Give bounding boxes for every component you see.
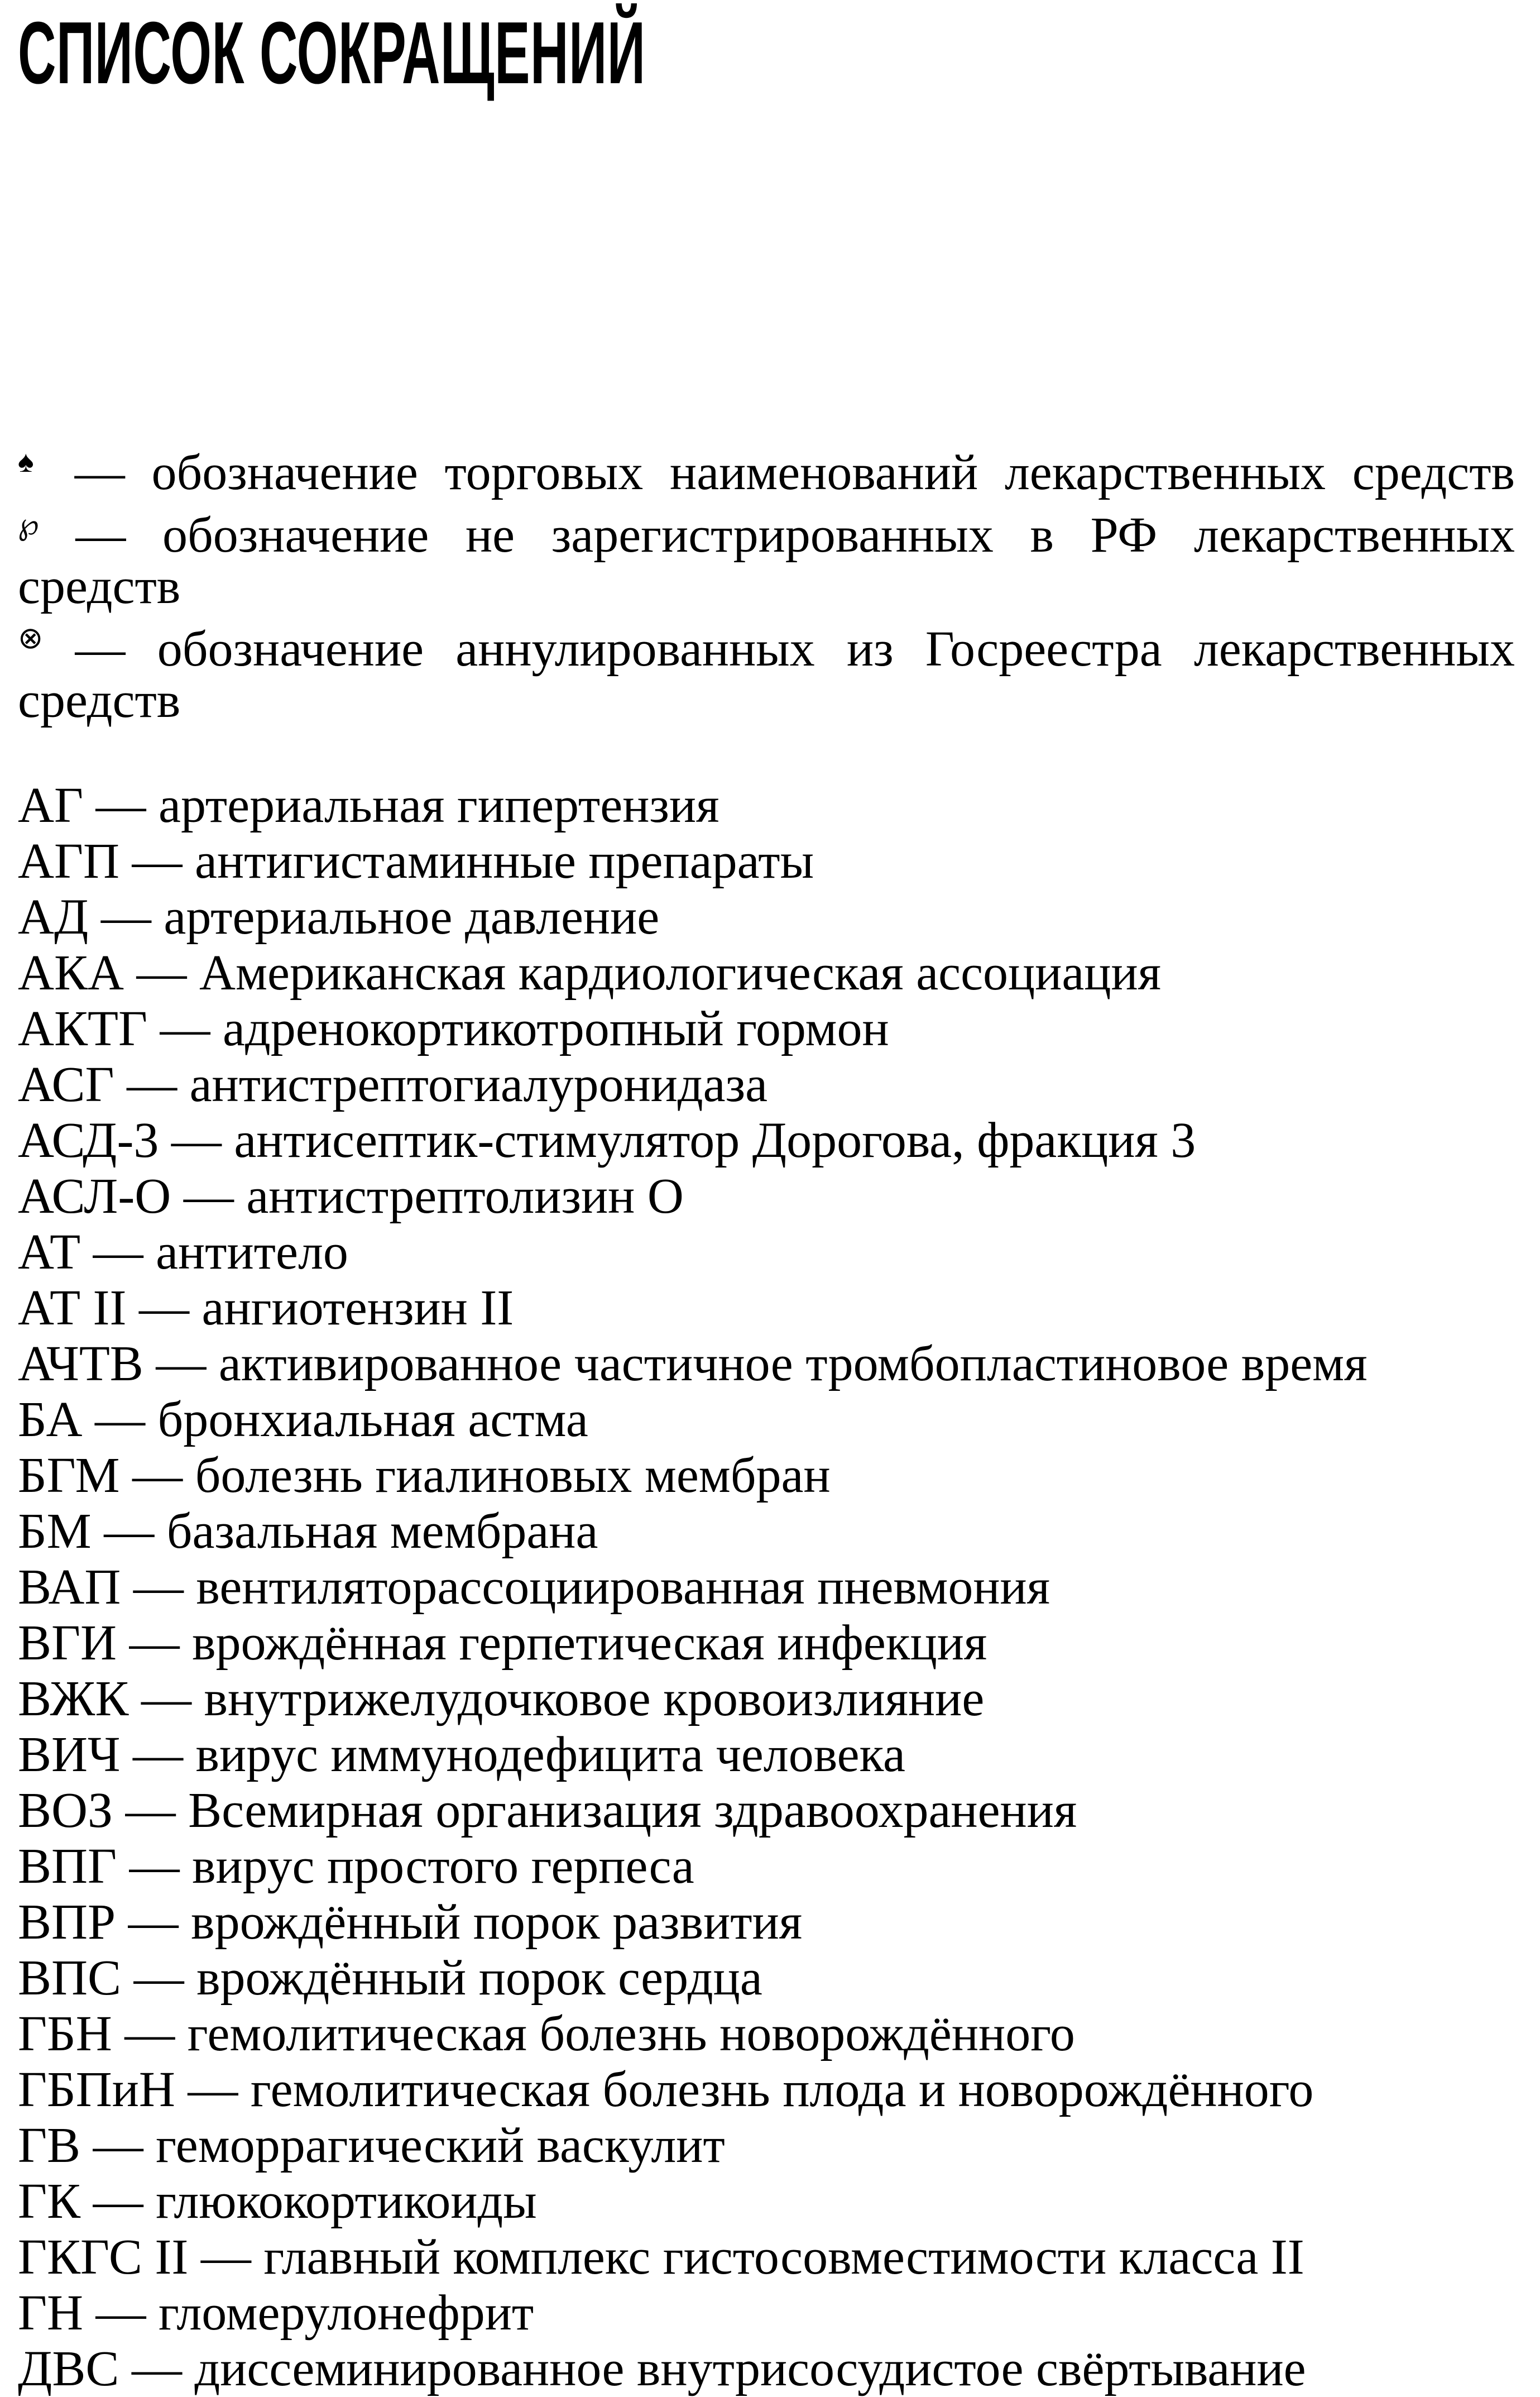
definition: антистрептогиалуронидаза — [189, 1056, 768, 1112]
definition: внутрижелудочковое кровоизлияние — [204, 1671, 985, 1726]
definition: антигистаминные препараты — [195, 833, 814, 889]
definition: Американская кардиологическая ассоциация — [199, 945, 1162, 1001]
abbreviation: БГМ — [18, 1447, 120, 1503]
abbreviation: АГ — [18, 777, 84, 833]
abbreviation: ВОЗ — [18, 1782, 113, 1838]
abbreviation: АКТГ — [18, 1001, 148, 1056]
legend-text: обозначение не зарегистрированных в РФ лекарственных — [162, 507, 1515, 563]
abbreviation: ВАП — [18, 1559, 121, 1615]
definition: врождённая герпетическая инфекция — [192, 1615, 987, 1671]
definition: антистрептолизин О — [246, 1168, 684, 1224]
abbreviation-item — [18, 1783, 1515, 1839]
dash: — — [104, 1503, 155, 1559]
page-title: СПИСОК СОКРАЩЕНИЙ — [18, 4, 646, 102]
abbreviation: ГН — [18, 2285, 84, 2341]
dash: — — [75, 507, 126, 563]
abbreviation: АГП — [18, 833, 120, 889]
dash: — — [133, 1726, 184, 1782]
abbreviation-item — [18, 2174, 1515, 2229]
abbreviation-item — [18, 1448, 1515, 1504]
abbreviation-item — [18, 1336, 1515, 1392]
definition: базальная мембрана — [166, 1503, 598, 1559]
definition: антитело — [156, 1224, 348, 1280]
legend-item-first-line — [18, 613, 1515, 675]
abbreviation-list — [18, 778, 1515, 2397]
definition: вирус простого герпеса — [192, 1838, 694, 1894]
legend-item — [18, 436, 1515, 499]
abbreviation: АД — [18, 889, 89, 945]
abbreviation-item — [18, 778, 1515, 834]
abbreviation-item — [18, 1615, 1515, 1671]
abbreviation: АТ — [18, 1224, 81, 1280]
definition: геморрагический васкулит — [156, 2117, 725, 2173]
dash: — — [132, 1447, 183, 1503]
dash: — — [156, 1336, 207, 1391]
abbreviation: ВЖК — [18, 1671, 129, 1726]
definition: вирус иммунодефицита человека — [195, 1726, 905, 1782]
legend-item — [18, 499, 1515, 613]
abbreviation: БА — [18, 1391, 83, 1447]
abbreviation-item — [18, 1559, 1515, 1615]
definition: вентиляторассоциированная пневмония — [196, 1559, 1050, 1615]
abbreviation-item — [18, 889, 1515, 945]
dash: — — [132, 833, 183, 889]
abbreviation: ВПР — [18, 1894, 116, 1950]
dash: — — [100, 889, 151, 945]
abbreviation-item — [18, 1169, 1515, 1224]
legend-item — [18, 613, 1515, 726]
dash: — — [95, 2285, 146, 2341]
abbreviation: АКА — [18, 945, 124, 1001]
abbreviation-item — [18, 1113, 1515, 1169]
definition: гемолитическая болезнь плода и новорождённого — [250, 2061, 1314, 2117]
dash: — — [183, 1168, 234, 1224]
definition: ангиотензин II — [202, 1280, 514, 1336]
legend-item-first-line — [18, 499, 1515, 561]
legend-item-first-line — [18, 436, 1515, 499]
definition: диссеминированное внутрисосудистое свёртывание — [194, 2341, 1306, 2396]
abbreviation-item — [18, 1839, 1515, 1894]
dash: — — [93, 1224, 143, 1280]
abbreviation: АСД-3 — [18, 1112, 159, 1168]
abbreviation: АСЛ-О — [18, 1168, 171, 1224]
legend-symbol-icon: ℘ — [18, 507, 39, 541]
dash: — — [128, 1894, 179, 1950]
legend-text-wrap: средств — [18, 672, 181, 728]
dash: — — [75, 621, 126, 677]
legend-text: обозначение торговых наименований лекарственных средств — [151, 444, 1515, 500]
abbreviation: ГБН — [18, 2006, 112, 2061]
dash: — — [188, 2061, 238, 2117]
dash: — — [133, 1559, 184, 1615]
definition: активированное частичное тромбопластиновое время — [218, 1336, 1368, 1391]
legend — [18, 436, 1515, 726]
dash: — — [136, 945, 187, 1001]
dash: — — [95, 1391, 145, 1447]
abbreviation: ГВ — [18, 2117, 81, 2173]
dash: — — [127, 1056, 177, 1112]
abbreviation-item — [18, 1894, 1515, 1950]
dash: — — [139, 1280, 190, 1336]
dash: — — [131, 2341, 182, 2396]
abbreviation-item — [18, 2006, 1515, 2062]
definition: врождённый порок развития — [191, 1894, 803, 1950]
abbreviation: АСГ — [18, 1056, 114, 1112]
abbreviation-item — [18, 2285, 1515, 2341]
dash: — — [129, 1838, 180, 1894]
definition: антисептик-стимулятор Дорогова, фракция 3 — [234, 1112, 1196, 1168]
abbreviation-item — [18, 1950, 1515, 2006]
abbreviation-item — [18, 1671, 1515, 1727]
abbreviation-item — [18, 945, 1515, 1001]
abbreviation: ГКГС II — [18, 2229, 189, 2285]
abbreviation-item — [18, 834, 1515, 889]
abbreviation-item — [18, 2062, 1515, 2118]
dash: — — [200, 2229, 251, 2285]
abbreviation-item — [18, 1504, 1515, 1559]
dash: — — [93, 2117, 143, 2173]
definition: артериальное давление — [164, 889, 660, 945]
legend-text-wrap: средств — [18, 558, 181, 614]
abbreviation: ГК — [18, 2173, 81, 2229]
definition: болезнь гиалиновых мембран — [195, 1447, 831, 1503]
abbreviation: БМ — [18, 1503, 92, 1559]
abbreviation: АТ II — [18, 1280, 127, 1336]
definition: врождённый порок сердца — [196, 1950, 762, 2006]
abbreviation-item — [18, 1727, 1515, 1783]
dash: — — [74, 444, 125, 500]
definition: глюкокортикоиды — [156, 2173, 537, 2229]
dash: — — [95, 777, 146, 833]
abbreviation: ДВС — [18, 2341, 119, 2396]
definition: Всемирная организация здравоохранения — [188, 1782, 1077, 1838]
abbreviation: ВПС — [18, 1950, 122, 2006]
abbreviation-item — [18, 2341, 1515, 2397]
abbreviation: ВПГ — [18, 1838, 117, 1894]
dash: — — [133, 1950, 184, 2006]
abbreviation: ВИЧ — [18, 1726, 121, 1782]
abbreviation-item — [18, 1280, 1515, 1336]
abbreviation-item — [18, 1057, 1515, 1113]
definition: бронхиальная астма — [157, 1391, 588, 1447]
legend-symbol-icon: ♠ — [18, 444, 48, 479]
dash: — — [124, 2006, 175, 2061]
dash: — — [129, 1615, 180, 1671]
abbreviation: ВГИ — [18, 1615, 117, 1671]
legend-text: обозначение аннулированных из Госреестра лекарственных — [157, 621, 1515, 677]
definition: гломерулонефрит — [159, 2285, 534, 2341]
definition: артериальная гипертензия — [159, 777, 719, 833]
definition: главный комплекс гистосовместимости класса II — [263, 2229, 1304, 2285]
dash: — — [125, 1782, 176, 1838]
abbreviation-item — [18, 2229, 1515, 2285]
dash: — — [93, 2173, 143, 2229]
abbreviation-item — [18, 1001, 1515, 1057]
dash: — — [160, 1001, 210, 1056]
definition: гемолитическая болезнь новорождённого — [187, 2006, 1075, 2061]
legend-symbol-icon: ⊗ — [18, 621, 44, 655]
definition: адренокортикотропный гормон — [223, 1001, 889, 1056]
abbreviation: АЧТВ — [18, 1336, 143, 1391]
abbreviation-item — [18, 1224, 1515, 1280]
abbreviation-item — [18, 1392, 1515, 1448]
abbreviation: ГБПиН — [18, 2061, 175, 2117]
abbreviation-item — [18, 2118, 1515, 2174]
dash: — — [141, 1671, 191, 1726]
dash: — — [171, 1112, 222, 1168]
